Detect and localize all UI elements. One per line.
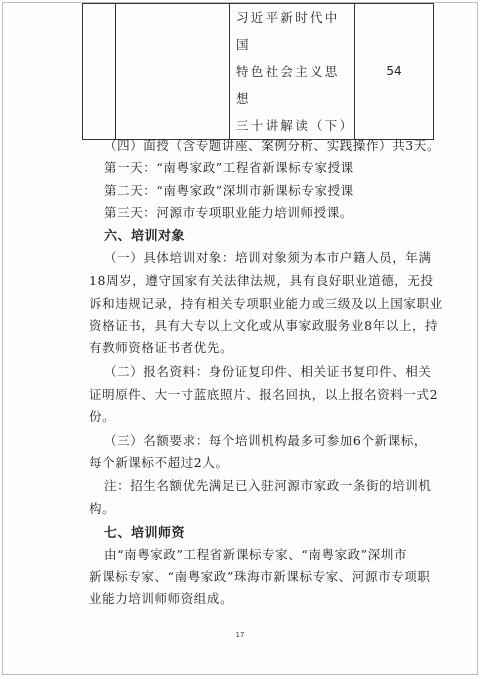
paragraph-line: 业能力培训师师资组成。 (89, 591, 234, 606)
page-number: 17 (235, 631, 245, 639)
paragraph-line: （二）报名资料：身份证复印件、相关证书复印件、相关 (104, 364, 432, 379)
course-table-fragment (82, 3, 434, 140)
paragraph-line: 每个新课标不超过2人。 (89, 455, 229, 470)
document-page (2, 2, 478, 675)
paragraph-line: 由“南粤家政”工程省新课标专家、“南粤家政”深圳市 (104, 547, 408, 562)
table-cell-hours: 54 (355, 4, 434, 140)
section-heading: 七、培训师资 (104, 526, 186, 541)
day-two-line: 第二天：“南粤家政”深圳市新课标专家授课 (104, 183, 354, 198)
paragraph-line: （一）具体培训对象：培训对象须为本市户籍人员，年满 (104, 250, 432, 265)
paragraph-line: 份。 (89, 409, 116, 424)
day-one-line: 第一天：“南粤家政”工程省新课标专家授课 (104, 160, 354, 175)
table-cell-course-name (230, 4, 355, 140)
paragraph-line: 诉和违规记录，持有相关专项职业能力或三级及以上国家职业 (89, 296, 443, 311)
paragraph-line: 有教师资格证书者优先。 (89, 340, 234, 355)
note-line: 注：招生名额优先满足已入驻河源市家政一条街的培训机 (104, 478, 432, 493)
note-line: 构。 (89, 501, 116, 516)
day-three-line: 第三天：河源市专项职业能力培训师授课。 (104, 205, 353, 220)
table-row (83, 4, 434, 140)
face-to-face-line: （四）面授（含专题讲座、案例分析、实践操作）共3天。 (104, 138, 441, 153)
paragraph-line: 18周岁，遵守国家有关法律法规，具有良好职业道德，无投 (89, 273, 434, 288)
paragraph-line: 资格证书，具有大专以上文化或从事家政服务业8年以上，持 (89, 318, 439, 333)
paragraph-line: 证明原件、大一寸蓝底照片、报名回执，以上报名资料一式2 (89, 387, 439, 402)
course-name-line: 习近平新时代中国 (236, 10, 340, 52)
paragraph-line: （三）名额要求：每个培训机构最多可参加6个新课标， (104, 433, 427, 448)
course-name-line: 三十讲解读（下） (236, 118, 355, 133)
table-cell-empty-1 (83, 4, 116, 140)
table-cell-empty-2 (116, 4, 230, 140)
paragraph-line: 新课标专家、“南粤家政”珠海市新课标专家、河源市专项职 (89, 569, 431, 584)
course-name-line: 特色社会主义思想 (236, 64, 340, 106)
section-heading: 六、培训对象 (104, 229, 186, 244)
